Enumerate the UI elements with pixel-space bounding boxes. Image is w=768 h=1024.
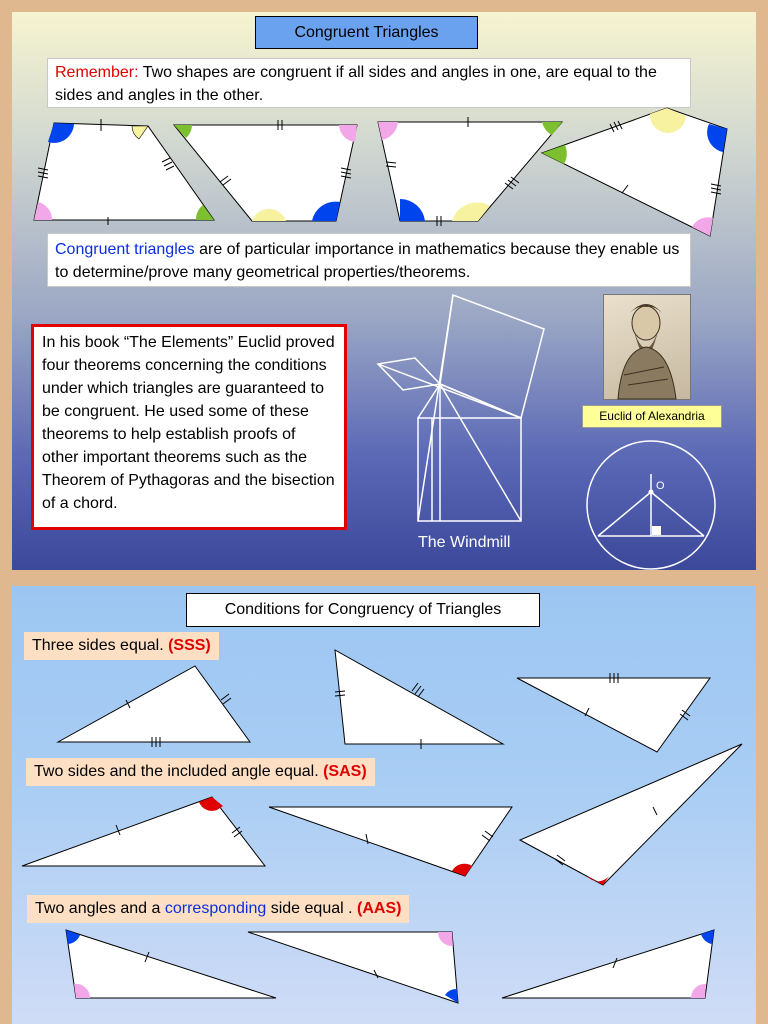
sss-triangles bbox=[58, 650, 710, 752]
remember-label: Remember: bbox=[55, 64, 139, 81]
chord-bisection-diagram bbox=[12, 12, 756, 570]
slide-congruency-conditions bbox=[12, 586, 756, 1024]
slide-title: Conditions for Congruency of Triangles bbox=[186, 593, 540, 627]
windmill-label: The Windmill bbox=[418, 534, 511, 551]
importance-text: are of particular importance in mathematics because they enable us to determine/prove many geometrical properties/theorems. bbox=[55, 241, 680, 281]
sss-tag: (SSS) bbox=[168, 637, 211, 654]
aas-text-before: Two angles and a bbox=[35, 900, 165, 917]
aas-triangles bbox=[66, 930, 714, 1003]
circle-center-label: O bbox=[656, 480, 665, 492]
importance-label: Congruent triangles bbox=[55, 241, 195, 258]
sas-text: Two sides and the included angle equal. bbox=[34, 763, 324, 780]
aas-highlight: corresponding bbox=[164, 900, 267, 917]
remember-text: Two shapes are congruent if all sides and angles in one, are equal to the sides and angles in the other. bbox=[55, 64, 657, 104]
euclid-caption: Euclid of Alexandria bbox=[582, 405, 722, 428]
sss-text: Three sides equal. bbox=[32, 637, 169, 654]
sas-tag: (SAS) bbox=[323, 763, 367, 780]
slide-congruent-triangles bbox=[12, 12, 756, 570]
sas-triangles bbox=[22, 744, 742, 885]
aas-text-after: side equal . bbox=[266, 900, 358, 917]
slide-title: Congruent Triangles bbox=[255, 16, 478, 49]
euclid-text: In his book “The Elements” Euclid proved four theorems concerning the conditions under which triangles are guaranteed to be congruent. He used some of these theorems to help establish proofs of other important theorems such as the Theorem of Pythagoras and the bisection of a chord. bbox=[42, 334, 335, 512]
aas-tag: (AAS) bbox=[357, 900, 402, 917]
congruency-triangles bbox=[12, 586, 756, 1024]
